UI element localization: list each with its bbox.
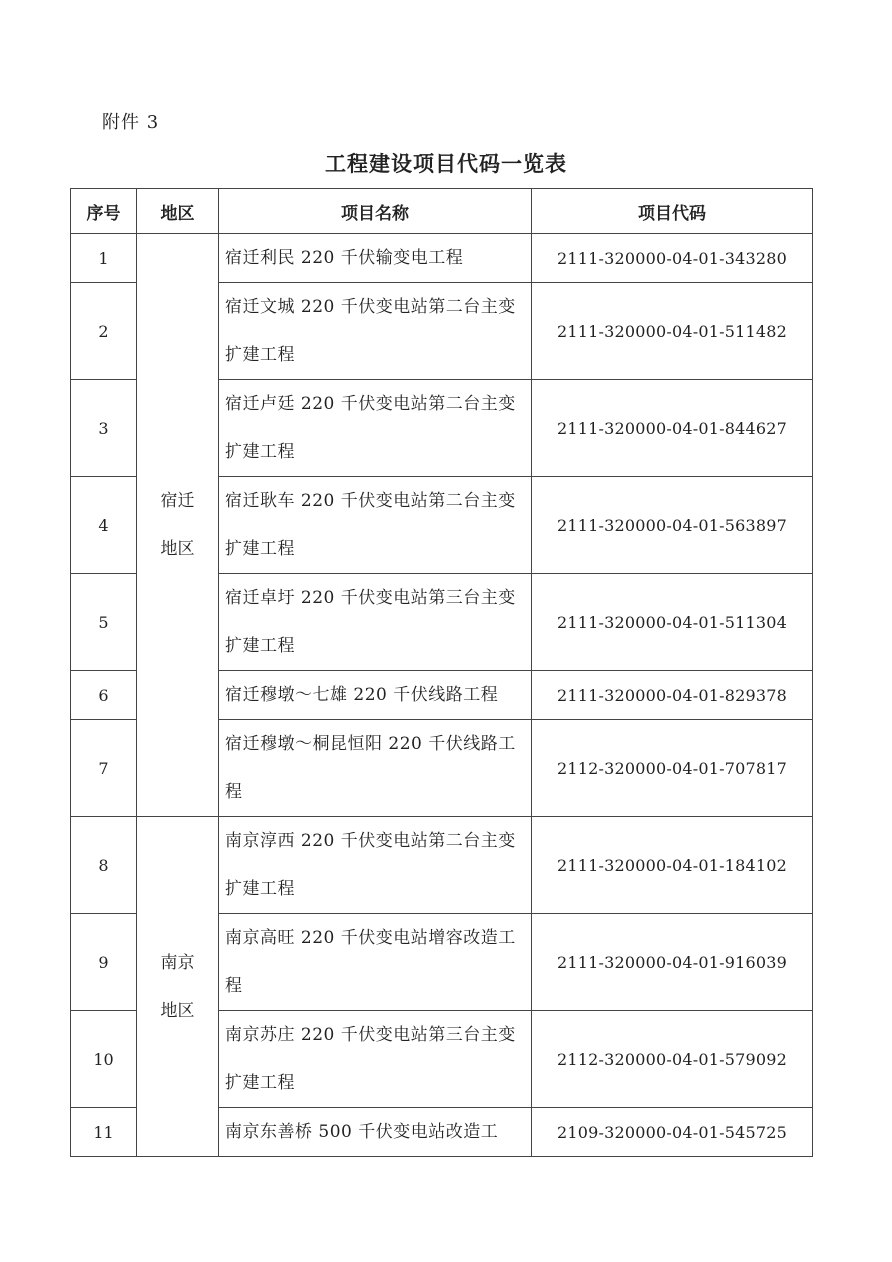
project-code: 2111-320000-04-01-184102 — [532, 817, 813, 914]
header-region: 地区 — [137, 189, 219, 234]
project-name: 宿迁耿车 220 千伏变电站第二台主变扩建工程 — [219, 477, 532, 574]
region-cell-nanjing — [137, 817, 219, 1157]
project-name: 南京淳西 220 千伏变电站第二台主变扩建工程 — [219, 817, 532, 914]
header-name: 项目名称 — [219, 189, 532, 234]
project-code: 2111-320000-04-01-916039 — [532, 914, 813, 1011]
document-title: 工程建设项目代码一览表 — [325, 152, 567, 176]
region-line: 地区 — [160, 1000, 195, 1021]
project-name: 宿迁卓圩 220 千伏变电站第三台主变扩建工程 — [219, 574, 532, 671]
row-no: 8 — [71, 817, 137, 914]
project-name: 宿迁穆墩～桐昆恒阳 220 千伏线路工程 — [219, 720, 532, 817]
project-code: 2111-320000-04-01-829378 — [532, 671, 813, 720]
project-code: 2111-320000-04-01-844627 — [532, 380, 813, 477]
row-no: 1 — [71, 234, 137, 283]
table-header-row — [71, 189, 813, 234]
row-no: 3 — [71, 380, 137, 477]
project-name: 南京高旺 220 千伏变电站增容改造工程 — [219, 914, 532, 1011]
header-no: 序号 — [71, 189, 137, 234]
row-no: 7 — [71, 720, 137, 817]
project-code: 2112-320000-04-01-707817 — [532, 720, 813, 817]
project-code: 2111-320000-04-01-511482 — [532, 283, 813, 380]
project-code: 2111-320000-04-01-343280 — [532, 234, 813, 283]
table-row — [71, 817, 813, 914]
project-name: 南京东善桥 500 千伏变电站改造工 — [219, 1108, 532, 1157]
project-code: 2109-320000-04-01-545725 — [532, 1108, 813, 1157]
table-row — [71, 234, 813, 283]
row-no: 2 — [71, 283, 137, 380]
project-name: 宿迁利民 220 千伏输变电工程 — [219, 234, 532, 283]
project-name: 宿迁卢廷 220 千伏变电站第二台主变扩建工程 — [219, 380, 532, 477]
row-no: 5 — [71, 574, 137, 671]
region-cell-suqian — [137, 234, 219, 817]
row-no: 11 — [71, 1108, 137, 1157]
project-name: 宿迁穆墩～七雄 220 千伏线路工程 — [219, 671, 532, 720]
row-no: 6 — [71, 671, 137, 720]
region-line: 地区 — [160, 539, 195, 559]
header-code: 项目代码 — [532, 189, 813, 234]
project-code: 2111-320000-04-01-511304 — [532, 574, 813, 671]
project-code-table — [70, 188, 813, 1157]
project-code: 2112-320000-04-01-579092 — [532, 1011, 813, 1108]
project-name: 南京苏庄 220 千伏变电站第三台主变扩建工程 — [219, 1011, 532, 1108]
attachment-label: 附件 3 — [102, 112, 160, 133]
region-line: 南京 — [160, 952, 195, 973]
project-code: 2111-320000-04-01-563897 — [532, 477, 813, 574]
row-no: 4 — [71, 477, 137, 574]
row-no: 10 — [71, 1011, 137, 1108]
region-line: 宿迁 — [160, 491, 195, 511]
project-name: 宿迁文城 220 千伏变电站第二台主变扩建工程 — [219, 283, 532, 380]
row-no: 9 — [71, 914, 137, 1011]
